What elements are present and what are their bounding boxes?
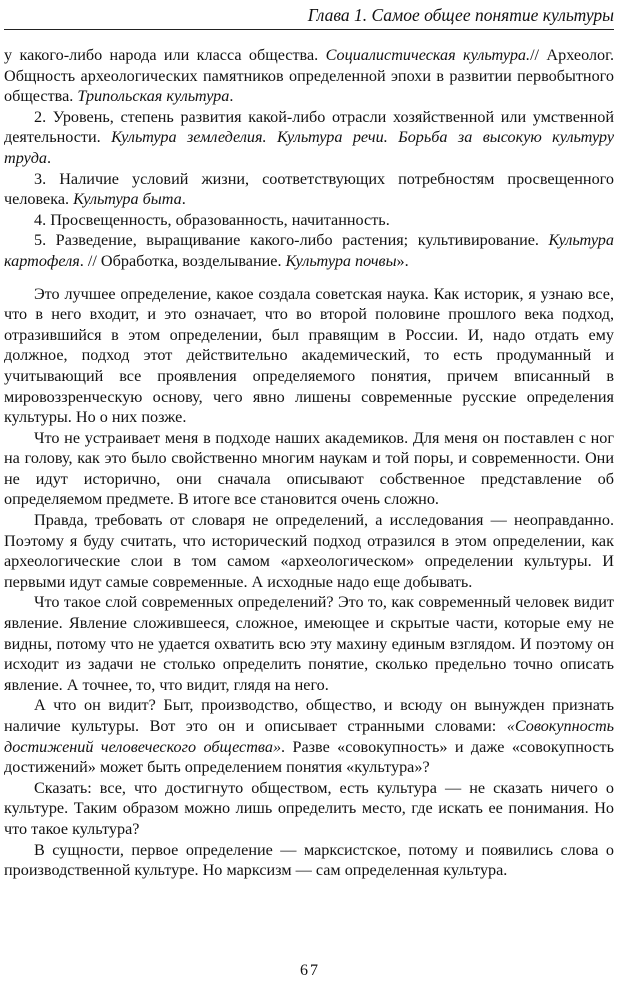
paragraph bbox=[4, 107, 614, 169]
paragraph bbox=[4, 45, 614, 107]
paragraph bbox=[4, 778, 614, 840]
text-body bbox=[4, 45, 614, 881]
text-run: 4. Просвещенность, образованность, начитанность. bbox=[34, 210, 390, 229]
paragraph bbox=[4, 695, 614, 777]
text-run: Что не устраивает меня в подходе наших академиков. Для меня он поставлен с ног на голову, как это было свойственно многим наукам и той поры, и современности. Они не идут исторично, они сначала описывают собственное представление об определяемом предмете. В итоге все становится очень сложно. bbox=[4, 428, 614, 509]
italic-text: Культура картофеля bbox=[4, 231, 614, 270]
paragraph bbox=[4, 169, 614, 210]
text-run: Это лучшее определение, какое создала советская наука. Как историк, я узнаю все, что в него входит, и это означает, что во второй половине прошлого века подход, отразившийся в этом определении, был правящим в России. И, надо отдать ему должное, подход этот действительно академический, то есть продуманный и учитывающий все проявления определяемого понятия, причем вписанный в мировоззренческую основу, чего явно лишены современные русские определения культуры. Но о них позже. bbox=[4, 284, 614, 427]
text-run: 5. Разведение, выращивание какого-либо растения; культивирование. bbox=[34, 231, 549, 250]
text-run: . Разве «совокупность» и даже «совокупность достижений» может быть определением понятия «культура»? bbox=[4, 737, 615, 777]
paragraph bbox=[4, 592, 614, 695]
text-run: Что такое слой современных определений? Это то, как современный человек видит явление. Явление сложившееся, сложное, имеющее и скрытые части, которые ему не видны, потому что не удается охватить всю эту махину единым взглядом. И поэтому он исходит из задачи не столько определить понятие, сколько предельно точно описать явление. А точнее, то, что видит, глядя на него. bbox=[4, 593, 614, 694]
paragraph bbox=[4, 210, 614, 231]
italic-text: Культура земледелия. Культура речи. Борьба за высокую культуру труда bbox=[4, 128, 615, 167]
text-run: 3. Наличие условий жизни, соответствующих потребностям просвещенного человека. bbox=[4, 169, 614, 209]
italic-text: Трипольская культура bbox=[77, 87, 230, 106]
italic-text: Социалистическая культура. bbox=[325, 46, 531, 64]
italic-text: Культура быта bbox=[73, 190, 182, 209]
text-run: ». bbox=[396, 251, 409, 270]
text-run: . // Обработка, возделывание. bbox=[79, 251, 286, 270]
text-run: . bbox=[229, 87, 234, 106]
text-run: Сказать: все, что достигнуто обществом, есть культура — не сказать ничего о культуре. Таким образом можно лишь определить место, где искать ее понимания. Но что такое культура? bbox=[4, 778, 614, 838]
page-number: 67 bbox=[300, 962, 320, 979]
text-run: Правда, требовать от словаря не определений, а исследования — неоправданно. Поэтому я буду считать, что исторический подход отразился в этом определении, как археологические слои в том самом «археологическом» определении культуры. И первыми идут самые современные. А исходные надо еще добывать. bbox=[4, 511, 614, 591]
text-run: // Археолог. Общность археологических памятников определенной эпохи в развитии первобытного общества. bbox=[4, 46, 614, 106]
running-head: Глава 1. Самое общее понятие культуры bbox=[4, 4, 614, 30]
text-run: . bbox=[47, 148, 52, 167]
paragraph bbox=[4, 284, 614, 428]
text-run: А что он видит? Быт, производство, общество, и всюду он вынужден признать наличие культуры. Вот это он и описывает странными словами: bbox=[4, 696, 614, 735]
paragraph bbox=[4, 230, 614, 271]
paragraph bbox=[4, 840, 614, 881]
text-run: у какого-либо народа или класса общества. bbox=[4, 46, 326, 64]
text-run: В сущности, первое определение — марксистское, потому и появились слова о производственной культуре. Но марксизм — сам определенная культура. bbox=[4, 840, 614, 880]
italic-text: Культура почвы bbox=[285, 251, 397, 270]
paragraph bbox=[4, 428, 614, 510]
paragraph bbox=[4, 510, 614, 592]
text-run: . bbox=[181, 190, 186, 209]
text-run: 2. Уровень, степень развития какой-либо отрасли хозяйственной или умственной деятельности. bbox=[4, 107, 614, 147]
italic-text: «Совокупность достижений человеческого общества» bbox=[4, 717, 614, 756]
